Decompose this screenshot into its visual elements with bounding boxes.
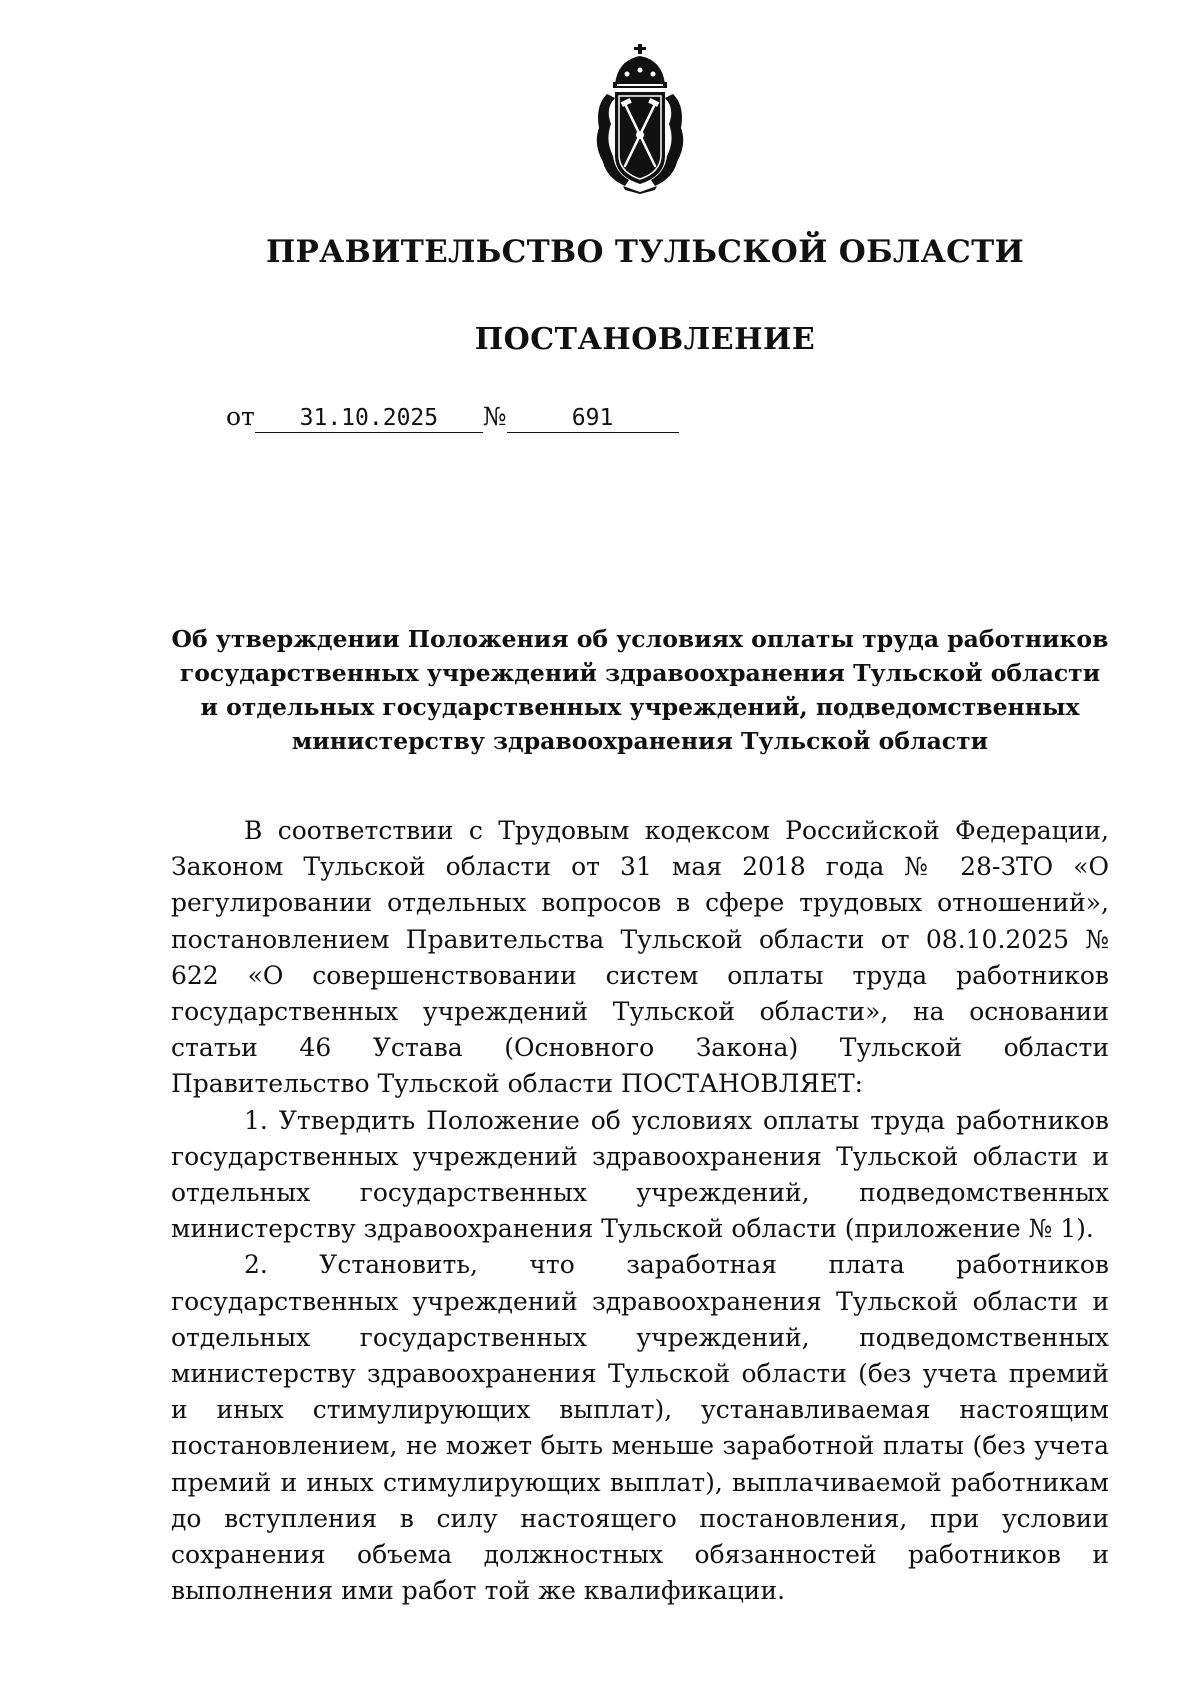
government-title: ПРАВИТЕЛЬСТВО ТУЛЬСКОЙ ОБЛАСТИ xyxy=(265,234,1025,270)
item-1-paragraph: 1. Утвердить Положение об условиях оплаты труда работников государственных учреждений здравоохранения Тульской области и отдельных государственных учреждений, подведомственных министерству здравоохранения Тульской области (приложение № 1). xyxy=(171,1105,1109,1244)
preamble-paragraph: В соответствии с Трудовым кодексом Российской Федерации, Законом Тульской области от 31 мая 2018 года № 28-ЗТО «О регулировании отдельных вопросов в сфере трудовых отношений», постановлением Правительства Тульской области от 08.10.2025 № 622 «О совершенствовании систем оплаты труда работников государственных учреждений Тульской области», на основании статьи 46 Устава (Основного Закона) Тульской области Правительство Тульской области ПОСТАНОВЛЯЕТ: xyxy=(171,816,1109,1099)
subject-line: Об утверждении Положения об условиях оплаты труда работников xyxy=(171,625,1109,653)
subject-line: и отдельных государственных учреждений, подведомственных xyxy=(200,693,1080,721)
number-label: № xyxy=(482,402,507,431)
item-2-paragraph: 2. Установить, что заработная плата работников государственных учреждений здравоохранения Тульской области и отдельных государственных учреждений, подведомственных министерству здравоохранения Тульской области (без учета премий и иных стимулирующих выплат), устанавливаемая настоящим постановлением, не может быть меньше заработной платы (без учета премий и иных стимулирующих выплат), выплачиваемой работникам до вступления в силу настоящего постановления, при условии сохранения объема должностных обязанностей работников и выполнения ими работ той же квалификации. xyxy=(171,1250,1109,1606)
registration-line xyxy=(226,402,679,433)
coat-of-arms-icon xyxy=(585,44,695,194)
subject-line: министерству здравоохранения Тульской области xyxy=(291,727,989,755)
document-body xyxy=(171,813,1109,1609)
document-date: 31.10.2025 xyxy=(255,405,483,433)
document-type-heading: ПОСТАНОВЛЕНИЕ xyxy=(474,322,816,357)
subject-line: государственных учреждений здравоохранения Тульской области xyxy=(179,659,1101,687)
from-label: от xyxy=(226,402,255,431)
document-number: 691 xyxy=(507,405,679,433)
document-subject xyxy=(160,622,1120,758)
